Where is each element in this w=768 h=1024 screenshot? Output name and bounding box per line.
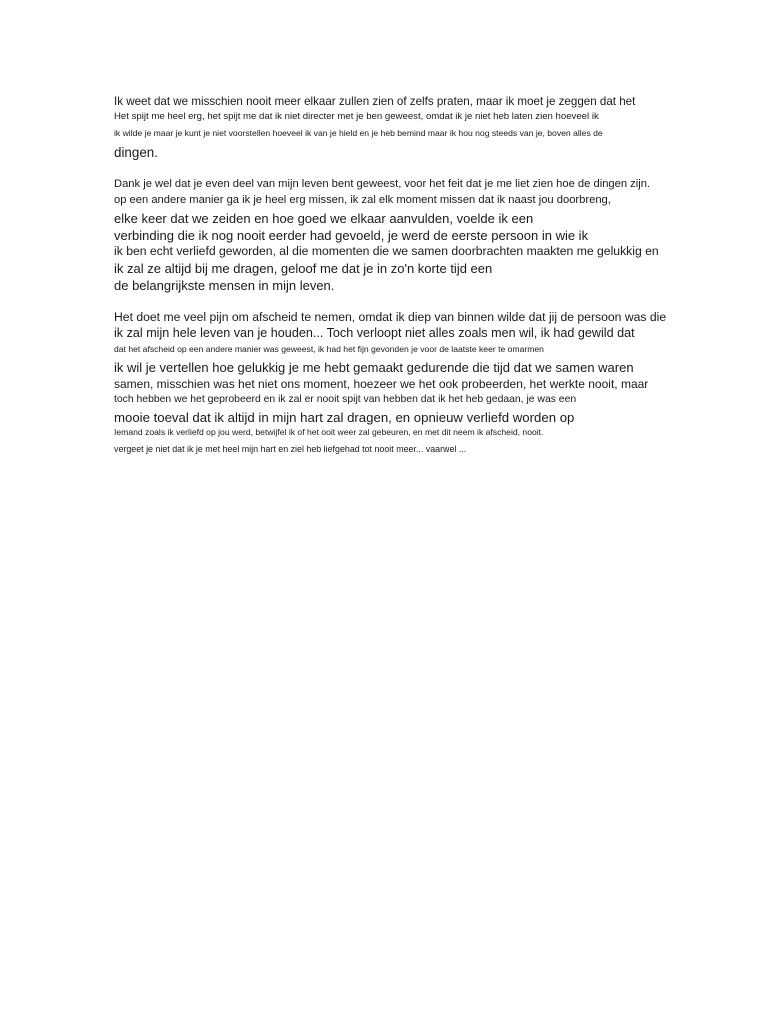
text-line: samen, misschien was het niet ons moment, hoezeer we het ook probeerden, het werkte nooit, maar bbox=[114, 377, 649, 391]
text-line: elke keer dat we zeiden en hoe goed we elkaar aanvulden, voelde ik een bbox=[114, 211, 534, 226]
text-line: Ik weet dat we misschien nooit meer elkaar zullen zien of zelfs praten, maar ik moet je zeggen dat het bbox=[114, 95, 636, 108]
text-line: Het spijt me heel erg, het spijt me dat ik niet directer met je ben geweest, omdat ik je niet heb laten zien hoeveel ik bbox=[114, 111, 599, 122]
text-line: ik ben echt verliefd geworden, al die momenten die we samen doorbrachten maakten me gelukkig en bbox=[114, 244, 659, 258]
text-line: dingen. bbox=[114, 145, 158, 160]
text-line: mooie toeval dat ik altijd in mijn hart zal dragen, en opnieuw verliefd worden op bbox=[114, 410, 575, 425]
text-line: Het doet me veel pijn om afscheid te nemen, omdat ik diep van binnen wilde dat jij de persoon was die bbox=[114, 310, 667, 324]
text-line: dat het afscheid op een andere manier was geweest, ik had het fijn gevonden je voor de laatste keer te omarmen bbox=[114, 344, 544, 354]
text-line: vergeet je niet dat ik je met heel mijn hart en ziel heb liefgehad tot nooit meer... vaarwel ... bbox=[114, 444, 467, 454]
text-line: ik zal ze altijd bij me dragen, geloof me dat je in zo'n korte tijd een bbox=[114, 261, 493, 276]
text-line: ik wil je vertellen hoe gelukkig je me hebt gemaakt gedurende die tijd dat we samen waren bbox=[114, 360, 634, 375]
text-line: ik zal mijn hele leven van je houden... Toch verloopt niet alles zoals men wil, ik had gewild dat bbox=[114, 326, 635, 340]
text-line: ik wilde je maar je kunt je niet voorstellen hoeveel ik van je hield en je heb bemind maar ik hou nog steeds van je, boven alles de bbox=[114, 128, 603, 138]
text-line: verbinding die ik nog nooit eerder had gevoeld, je werd de eerste persoon in wie ik bbox=[114, 228, 589, 243]
text-line: Iemand zoals ik verliefd op jou werd, betwijfel ik of het ooit weer zal gebeuren, en met dit neem ik afscheid, nooit. bbox=[114, 427, 544, 437]
text-line: de belangrijkste mensen in mijn leven. bbox=[114, 278, 335, 293]
text-line: Dank je wel dat je even deel van mijn leven bent geweest, voor het feit dat je me liet zien hoe de dingen zijn. bbox=[114, 178, 651, 190]
text-line: toch hebben we het geprobeerd en ik zal er nooit spijt van hebben dat ik het heb gedaan, je was een bbox=[114, 394, 577, 405]
text-line: op een andere manier ga ik je heel erg missen, ik zal elk moment missen dat ik naast jou doorbreng, bbox=[114, 194, 611, 206]
